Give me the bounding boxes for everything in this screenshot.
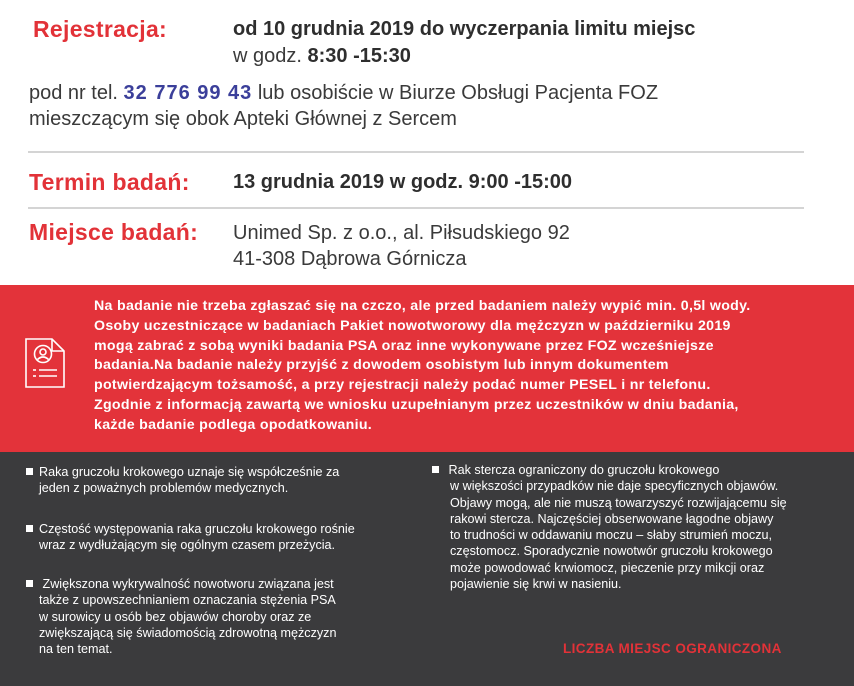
fact-line: może powodować krwiomocz, pieczenie przy mikcji oraz	[450, 560, 765, 575]
fact-line: wraz z wydłużającym się ogólnym czasem przeżycia.	[39, 538, 336, 553]
notice-line: mogą zabrać z sobą wyniki badania PSA oraz inne wykonywane przez FOZ wcześniejsze	[94, 337, 714, 354]
fact-line: rakowi stercza. Najczęściej obserwowane łagodne objawy	[450, 511, 774, 526]
fact-line: Zwiększona wykrywalność nowotworu związana jest	[39, 577, 334, 591]
fact-line: Częstość występowania raka gruczołu krokowego rośnie	[39, 522, 355, 536]
limited-places-note: LICZBA MIEJSC OGRANICZONA	[563, 641, 782, 656]
registration-period: od 10 grudnia 2019 do wyczerpania limitu miejsc	[233, 18, 696, 40]
bullet-square-icon	[432, 466, 439, 473]
fact-line: na ten temat.	[39, 642, 113, 657]
notice-line: Na badanie nie trzeba zgłaszać się na czczo, ale przed badaniem należy wypić min. 0,5l wody.	[94, 298, 751, 314]
notice-line: Osoby uczestniczące w badaniach Pakiet nowotworowy dla mężczyzn w październiku 2019	[94, 317, 731, 334]
fact-item	[26, 464, 339, 497]
fact-item	[432, 462, 787, 592]
hours-value: 8:30 -15:30	[307, 45, 411, 67]
phone-number[interactable]: 32 776 99 43	[123, 82, 253, 104]
fact-line: także z upowszechnianiem oznaczania stężenia PSA	[39, 593, 336, 608]
divider	[28, 151, 804, 153]
fact-line: jeden z poważnych problemów medycznych.	[39, 481, 289, 496]
exam-place-city: 41-308 Dąbrowa Górnicza	[233, 248, 467, 270]
exam-place-label: Miejsce badań:	[29, 219, 199, 245]
bullet-square-icon	[26, 468, 33, 475]
exam-place-address: Unimed Sp. z o.o., al. Piłsudskiego 92	[233, 222, 570, 244]
notice-line: badania.Na badanie należy przyjść z dowodem osobistym lub innym dokumentem	[94, 357, 669, 374]
notice-line: potwierdzającym tożsamość, a przy rejestracji należy podać numer PESEL i nr telefonu.	[94, 377, 711, 394]
exam-date-label: Termin badań:	[29, 169, 190, 195]
registration-location: mieszczącym się obok Apteki Głównej z Sercem	[29, 108, 457, 130]
fact-item	[26, 521, 355, 554]
phone-suffix: lub osobiście w Biurze Obsługi Pacjenta FOZ	[257, 82, 659, 104]
fact-line: Rak stercza ograniczony do gruczołu krokowego	[445, 463, 720, 477]
document-user-icon	[24, 337, 66, 389]
notice-panel	[0, 285, 854, 452]
exam-date-value: 13 grudnia 2019 w godz. 9:00 -15:00	[233, 171, 573, 193]
registration-hours	[233, 45, 411, 68]
fact-line: w surowicy u osób bez objawów choroby oraz ze	[39, 609, 312, 624]
fact-item	[26, 576, 336, 657]
bullet-square-icon	[26, 580, 33, 587]
fact-line: Raka gruczołu krokowego uznaje się współcześnie za	[39, 465, 340, 479]
fact-line: Objawy mogą, ale nie muszą towarzyszyć rozwijającemu się	[450, 495, 787, 510]
fact-line: częstomocz. Sporadycznie nowotwór gruczołu krokowego	[450, 544, 773, 559]
registration-phone-line	[29, 82, 658, 105]
bullet-square-icon	[26, 525, 33, 532]
fact-line: to trudności w oddawaniu moczu – słaby strumień moczu,	[450, 528, 772, 543]
phone-prefix: pod nr tel.	[29, 82, 118, 104]
fact-line: zwiększającą się świadomością zdrowotną mężczyzn	[39, 625, 337, 640]
notice-text	[94, 297, 834, 436]
fact-line: w większości przypadków nie daje specyficznych objawów.	[450, 479, 779, 494]
fact-line: pojawienie się krwi w nasieniu.	[450, 577, 622, 592]
registration-label: Rejestracja:	[33, 16, 168, 42]
notice-line: każde badanie podlega opodatkowaniu.	[94, 416, 373, 433]
divider	[28, 207, 804, 209]
notice-line: Zgodnie z informacją zawartą we wniosku uzupełnianym przez uczestników w dniu badania,	[94, 396, 739, 413]
facts-panel	[0, 452, 854, 686]
hours-prefix: w godz.	[233, 45, 302, 67]
